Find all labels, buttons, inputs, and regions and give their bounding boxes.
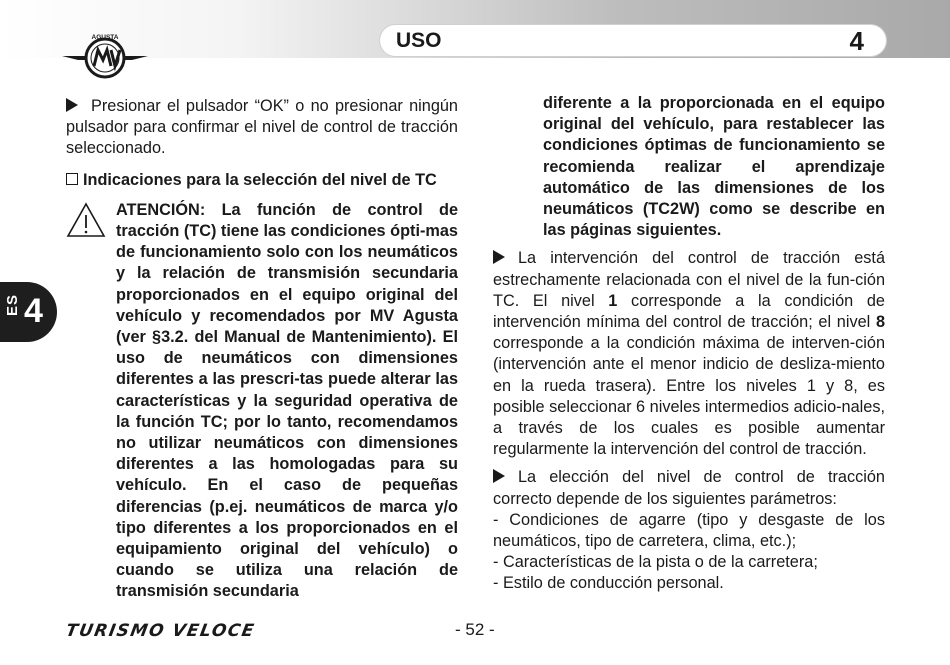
logo-text: AGUSTA [91, 34, 119, 41]
section-header [380, 25, 886, 56]
warning-continued: diferente a la proporcionada en el equipo original del vehículo, para restablecer las condiciones óptimas de funcionamiento se recomienda realizar el aprendizaje automático de las dimensiones de los neumáticos (TC2W) como se describe en las páginas siguientes. [543, 94, 885, 240]
page-number: - 52 - [455, 620, 495, 639]
list-item: - Estilo de conducción personal. [493, 574, 724, 593]
right-column [493, 93, 885, 595]
bullet-triangle-icon [66, 98, 78, 112]
list-item: - Características de la pista o de la carretera; [493, 553, 818, 572]
parameters-paragraph [493, 467, 885, 509]
model-logo: TURISMO VELOCE [64, 621, 257, 641]
bullet-triangle-icon [493, 469, 505, 483]
heading-text: Indicaciones para la selección del nivel de TC [83, 170, 437, 189]
language-code: ES [4, 294, 21, 317]
para1-text-1: La intervención del control de tracción está estrechamente relacionada con el nivel de la fun-ción TC. El nivel [493, 249, 885, 310]
para1-text-3: corresponde a la condición máxima de interven-ción (intervención ante el menor indicio de desliza-miento en la rueda trasera). Entre los niveles 1 y 8, es posible seleccionar 6 niveles intermedios adicio-nales, a través de los cuales es posible aumentar regularmente la intervención del control de tracción. [493, 334, 885, 459]
chapter-number: 4 [849, 26, 864, 56]
section-heading [66, 170, 458, 191]
intro-text: Presionar el pulsador “OK” o no presionar ningún pulsador para confirmar el nivel de control de tracción seleccionado. [66, 97, 458, 158]
level-max: 8 [875, 313, 885, 332]
checkbox-icon [66, 173, 78, 185]
intro-paragraph [66, 96, 458, 160]
warning-text: ATENCIÓN: La función de control de tracción (TC) tiene las condiciones ópti-mas de funcionamiento solo con los neumáticos y la relación de transmisión secundaria proporcionados en el equipo original del vehículo y recomendados por MV Agusta (ver §3.2. del Manual de Mantenimiento). El uso de neumáticos con dimensiones diferentes a las prescri-tas puede alterar las características y la seguridad operativa de la función TC; por lo tanto, recomendamos no utilizar neumáticos con dimensiones diferentes a las homologadas para su vehículo. En el caso de pequeñas diferencias (p.ej. neumáticos de marca y/o tipo diferentes a los proporcionados en el equipamiento original del vehículo) o cuando se utiliza una relación de transmisión secundaria [116, 200, 458, 601]
para1-text-2: corresponde a la condición de intervención mínima del control de tracción; el nivel [493, 291, 885, 332]
section-title: USO [396, 29, 442, 52]
para2-text: La elección del nivel de control de tracción correcto depende de los siguientes parámetros: [493, 468, 885, 508]
language-tab [0, 282, 57, 342]
warning-paragraph [66, 200, 458, 603]
left-column [66, 96, 458, 603]
tab-chapter-number: 4 [24, 292, 43, 330]
level-min: 1 [608, 291, 618, 310]
intervention-paragraph [493, 248, 885, 460]
warning-icon [66, 202, 106, 238]
list-item: - Condiciones de agarre (tipo y desgaste de los neumáticos, tipo de carretera, clima, etc.); [493, 510, 885, 551]
mv-agusta-logo [62, 28, 148, 88]
bullet-triangle-icon [493, 250, 505, 264]
